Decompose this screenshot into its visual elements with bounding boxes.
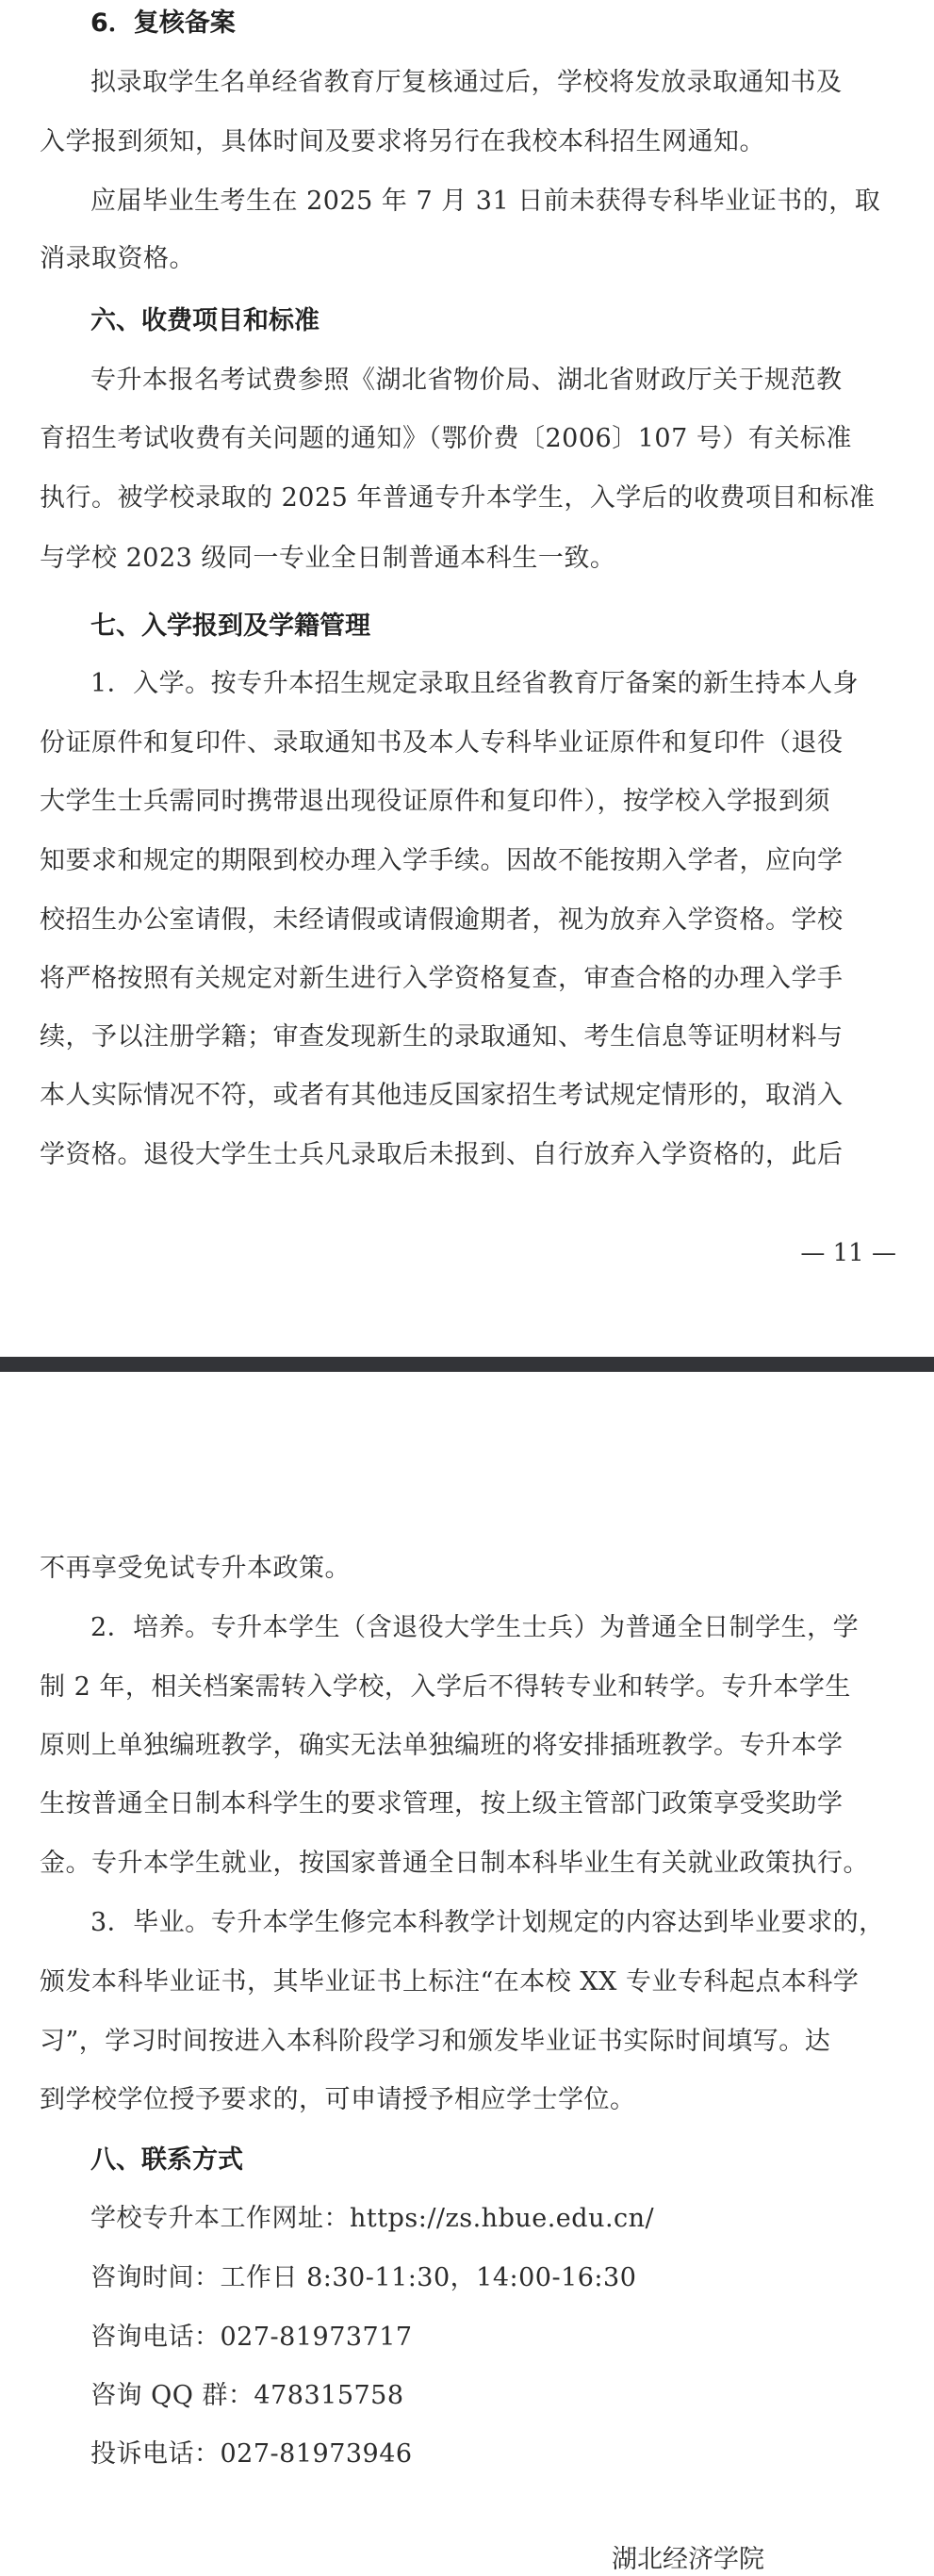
- paragraph-line: 拟录取学生名单经省教育厅复核通过后，学校将发放录取通知书及: [90, 68, 843, 97]
- paragraph-line: 制 2 年，相关档案需转入学校，入学后不得转专业和转学。专升本学生: [40, 1672, 851, 1702]
- paragraph-line: 颁发本科毕业证书，其毕业证书上标注“在本校 XX 专业专科起点本科学: [40, 1967, 860, 1997]
- paragraph-line: 不再享受免试专升本政策。: [40, 1554, 351, 1583]
- contact-hours: 咨询时间：工作日 8:30-11:30，14:00-16:30: [90, 2263, 637, 2292]
- paragraph-line: 校招生办公室请假，未经请假或请假逾期者，视为放弃入学资格。学校: [40, 905, 844, 935]
- signature-issuer: 湖北经济学院: [612, 2545, 764, 2574]
- paragraph-line: 份证原件和复印件、录取通知书及本人专科毕业证原件和复印件（退役: [40, 728, 844, 758]
- paragraph-line: 金。专升本学生就业，按国家普通全日制本科毕业生有关就业政策执行。: [40, 1849, 869, 1878]
- paragraph-line: 大学生士兵需同时携带退出现役证原件和复印件），按学校入学报到须: [40, 787, 830, 816]
- contact-qq: 咨询 QQ 群：478315758: [90, 2381, 404, 2410]
- paragraph-line: 到学校学位授予要求的，可申请授予相应学士学位。: [40, 2085, 636, 2114]
- paragraph-line: 3．毕业。专升本学生修完本科教学计划规定的内容达到毕业要求的，: [90, 1908, 885, 1937]
- contact-website: 学校专升本工作网址：https://zs.hbue.edu.cn/: [90, 2204, 655, 2233]
- paragraph-line: 育招生考试收费有关问题的通知》（鄂价费〔2006〕107 号）有关标准: [40, 424, 852, 453]
- paragraph-line: 原则上单独编班教学，确实无法单独编班的将安排插班教学。专升本学: [40, 1731, 844, 1760]
- page-number: — 11 —: [800, 1239, 896, 1267]
- document-page-12: [0, 1372, 934, 2563]
- paragraph-line: 专升本报名考试费参照《湖北省物价局、湖北省财政厅关于规范教: [90, 366, 843, 395]
- paragraph-line: 知要求和规定的期限到校办理入学手续。因故不能按期入学者，应向学: [40, 846, 844, 875]
- section-6-heading: 6．复核备案: [90, 8, 236, 38]
- paragraph-line: 习”，学习时间按进入本科阶段学习和颁发毕业证书实际时间填写。达: [40, 2027, 831, 2056]
- section-qi-heading: 七、入学报到及学籍管理: [90, 611, 370, 641]
- contact-phone: 咨询电话：027-81973717: [90, 2323, 413, 2352]
- paragraph-line: 消录取资格。: [40, 244, 195, 273]
- paragraph-line: 生按普通全日制本科学生的要求管理，按上级主管部门政策享受奖助学: [40, 1789, 844, 1818]
- paragraph-line: 将严格按照有关规定对新生进行入学资格复查，审查合格的办理入学手: [40, 964, 844, 993]
- paragraph-line: 2．培养。专升本学生（含退役大学生士兵）为普通全日制学生，学: [90, 1613, 860, 1642]
- paragraph-line: 入学报到须知，具体时间及要求将另行在我校本科招生网通知。: [40, 127, 765, 156]
- paragraph-line: 续，予以注册学籍；审查发现新生的录取通知、考生信息等证明材料与: [40, 1022, 844, 1052]
- paragraph-line: 应届毕业生考生在 2025 年 7 月 31 日前未获得专科毕业证书的，取: [90, 187, 881, 216]
- page-divider: [0, 1357, 934, 1372]
- paragraph-line: 执行。被学校录取的 2025 年普通专升本学生，入学后的收费项目和标准: [40, 483, 876, 513]
- contact-complaint: 投诉电话：027-81973946: [90, 2439, 413, 2469]
- paragraph-line: 与学校 2023 级同一专业全日制普通本科生一致。: [40, 544, 616, 573]
- section-ba-heading: 八、联系方式: [90, 2145, 243, 2175]
- paragraph-line: 1．入学。按专升本招生规定录取且经省教育厅备案的新生持本人身: [90, 669, 860, 698]
- paragraph-line: 本人实际情况不符，或者有其他违反国家招生考试规定情形的，取消入: [40, 1081, 844, 1110]
- paragraph-line: 学资格。退役大学生士兵凡录取后未报到、自行放弃入学资格的，此后: [40, 1140, 844, 1169]
- section-liu-heading: 六、收费项目和标准: [90, 306, 320, 335]
